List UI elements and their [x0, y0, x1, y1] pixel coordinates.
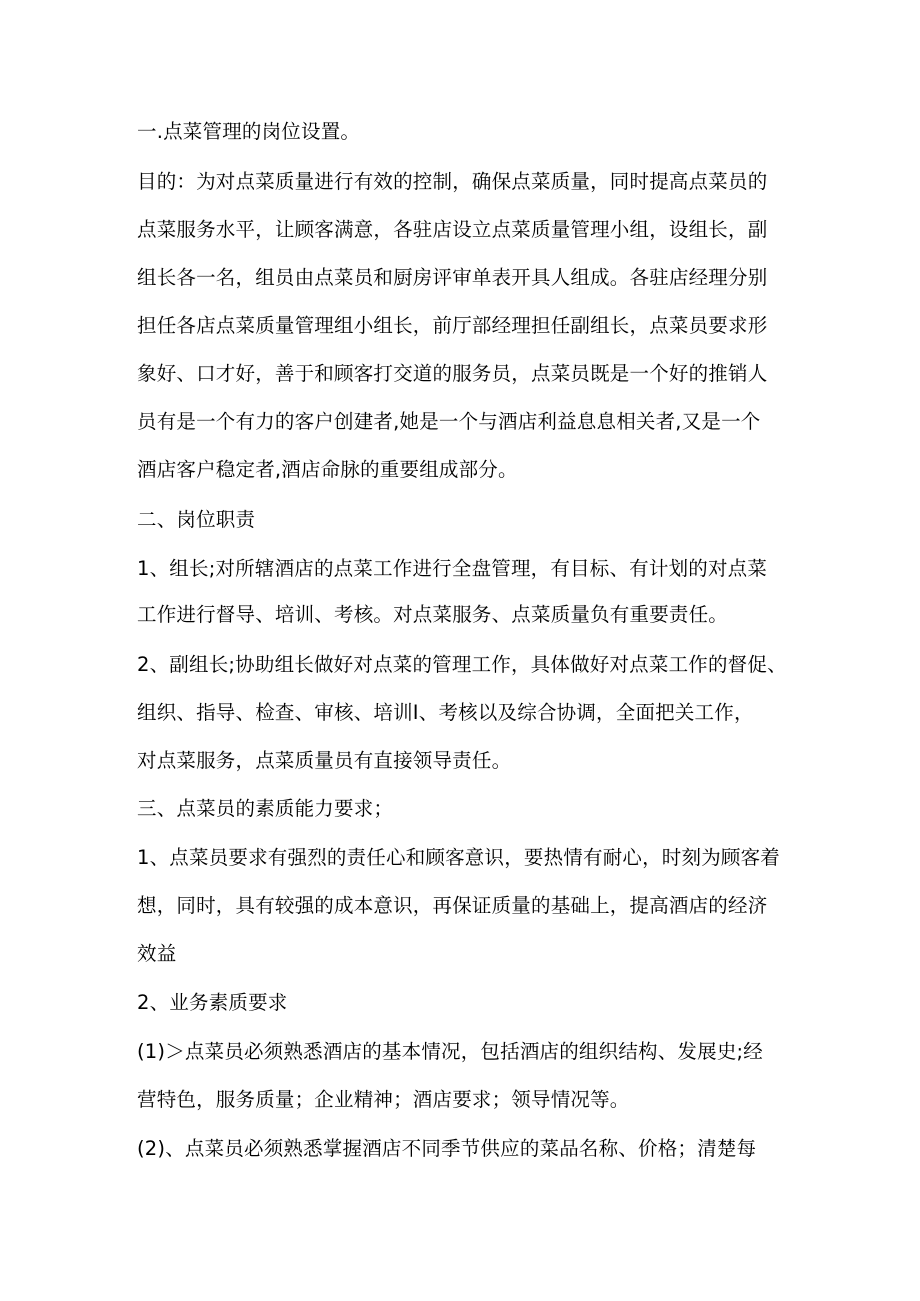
paragraph-line: 工作进行督导、培训、考核。对点菜服务、点菜质量负有重要责任。 [137, 603, 729, 626]
paragraph-line: (1)＞点菜员必须熟悉酒店的基本情况，包括酒店的组织结构、发展史;经 [137, 1040, 763, 1063]
paragraph-line: 员有是一个有力的客户创建者,她是一个与酒店利益息息相关者,又是一个 [137, 410, 761, 433]
section-heading-3: 三、点菜员的素质能力要求； [137, 797, 394, 820]
section-heading-2: 二、岗位职责 [137, 508, 256, 531]
paragraph-line: 组织、指导、检查、审核、培训I、考核以及综合协调，全面把关工作， [137, 701, 754, 724]
subsection-heading: 2、业务素质要求 [137, 991, 288, 1014]
paragraph-line: 2、副组长;协助组长做好对点菜的管理工作，具体做好对点菜工作的督促、 [137, 653, 787, 676]
paragraph-line: (2)、点菜员必须熟悉掌握酒店不同季节供应的菜品名称、价格；清楚每 [137, 1137, 757, 1160]
paragraph-line: 1、点菜员要求有强烈的责任心和顾客意识，要热情有耐心，时刻为顾客着 [137, 846, 781, 869]
paragraph-line: 1、组长;对所辖酒店的点菜工作进行全盘管理，有目标、有计划的对点菜 [137, 557, 768, 580]
paragraph-line: 象好、口才好，善于和顾客打交道的服务员，点菜员既是一个好的推销人 [137, 362, 768, 385]
paragraph-line: 对点菜服务，点菜质量员有直接领导责任。 [137, 749, 512, 772]
paragraph-line: 想，同时，具有较强的成本意识，再保证质量的基础上，提高酒店的经济 [137, 894, 768, 917]
paragraph-line: 酒店客户稳定者,酒店命脉的重要组成部分。 [137, 458, 518, 481]
paragraph-line: 组长各一名，组员由点菜员和厨房评审单表开具人组成。各驻店经理分别 [137, 266, 768, 289]
paragraph-line: 效益 [137, 942, 177, 965]
paragraph-line: 目的：为对点菜质量进行有效的控制，确保点菜质量，同时提高点菜员的 [137, 170, 768, 193]
paragraph-line: 点菜服务水平，让顾客满意，各驻店设立点菜质量管理小组，设组长，副 [137, 218, 768, 241]
section-heading-1: 一.点菜管理的岗位设置。 [137, 120, 361, 143]
paragraph-line: 担任各店点菜质量管理组小组长，前厅部经理担任副组长，点菜员要求形 [137, 314, 768, 337]
paragraph-line: 营特色，服务质量；企业精神；酒店要求；领导情况等。 [137, 1088, 630, 1111]
